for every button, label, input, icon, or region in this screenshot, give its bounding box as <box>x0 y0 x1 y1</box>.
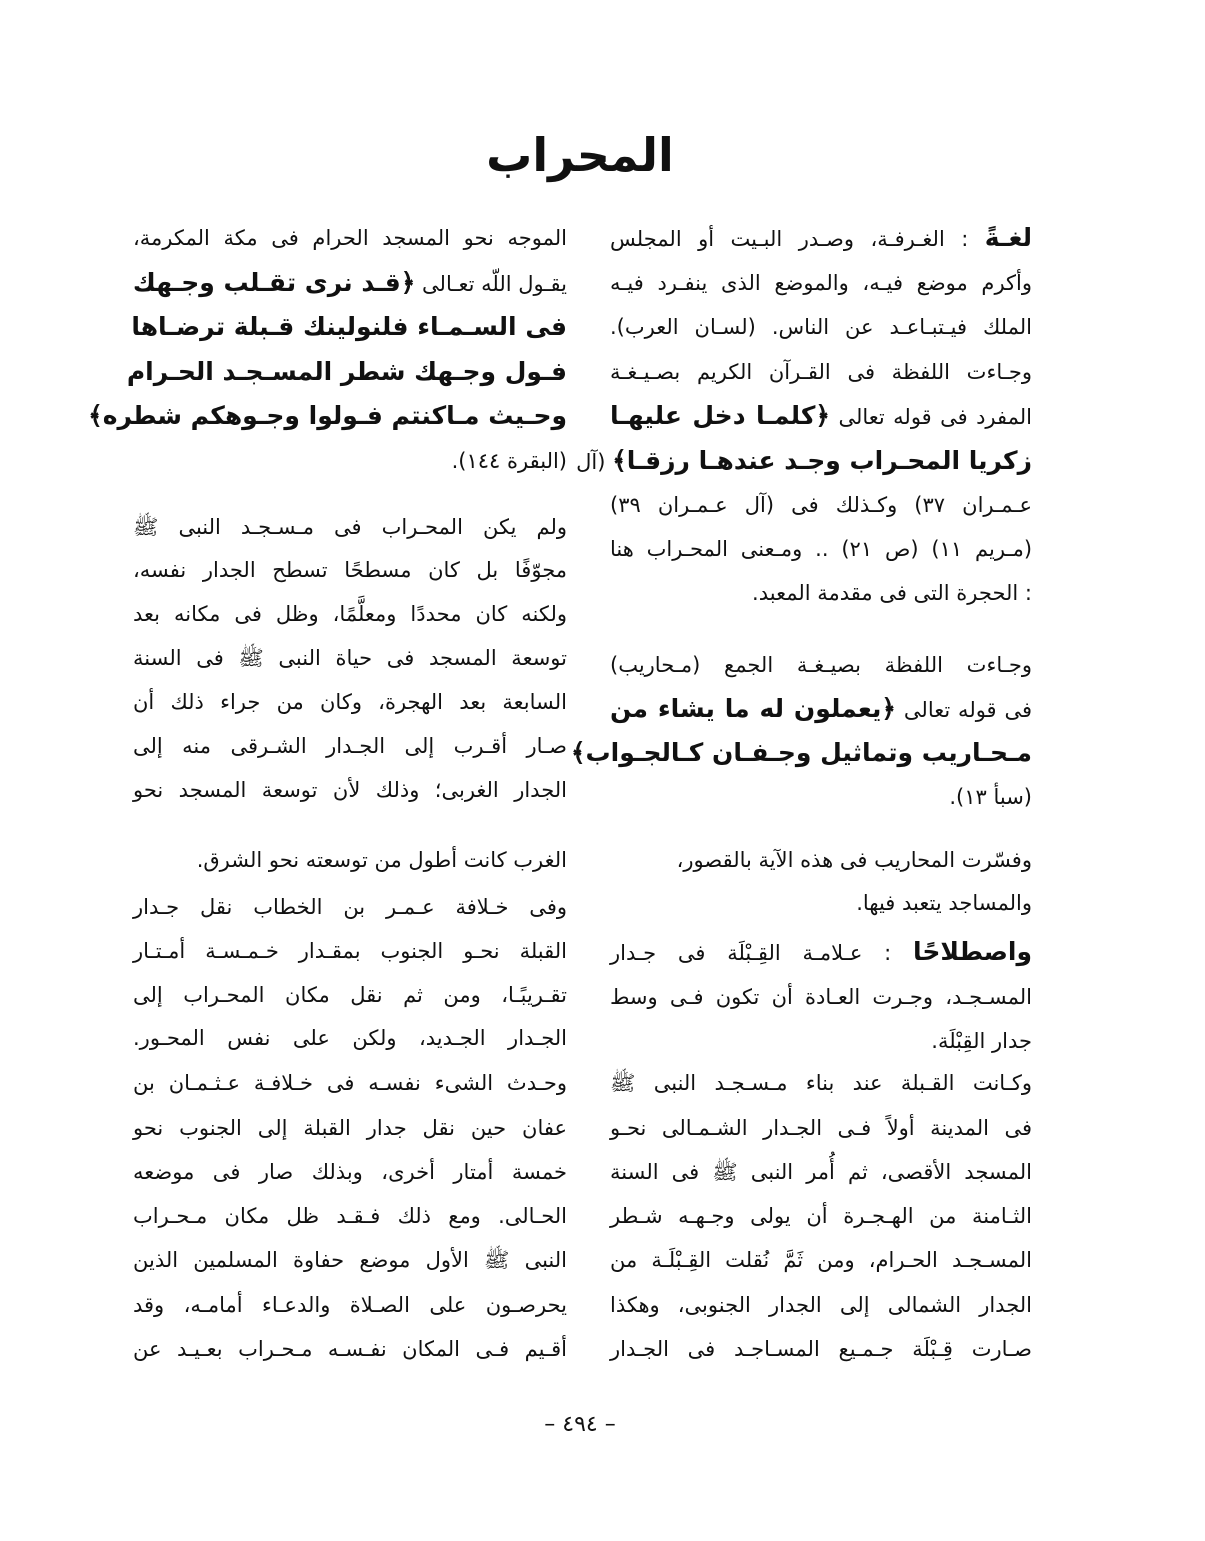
text-line <box>610 485 1032 525</box>
text-segment: ولم يكن المحـراب فى مـسـجـد النبى ﷺ <box>133 515 567 539</box>
text-segment: وجـاءت اللفظة بصيـغـة الجمع (مـحاريب) <box>610 653 1032 677</box>
text-segment: وفسّرت المحاريب فى هذه الآية بالقصور، <box>676 848 1032 872</box>
text-line <box>610 529 1032 569</box>
text-segment: (آل <box>576 450 613 474</box>
text-line <box>133 1152 567 1192</box>
text-line <box>133 682 567 722</box>
text-line <box>610 645 1032 685</box>
text-segment: المسـجـد الحـرام، ومن ثَمَّ نُقلت القِـبْلَـة من <box>610 1248 1032 1272</box>
text-segment: (سبأ ١٣). <box>949 785 1032 809</box>
text-segment: الجـدار الجـديد، ولكن على نفس المحـور. <box>133 1026 567 1050</box>
page-number: – ٤٩٤ – <box>544 1412 616 1437</box>
text-segment: الملك فيـتبـاعـد عن الناس. (لسـان العرب). <box>610 315 1032 339</box>
text-line <box>610 263 1032 303</box>
text-segment: الحـالى. ومع ذلك فـقـد ظل مكان مـحـراب <box>133 1204 567 1228</box>
text-segment: عفان حين نقل جدار القبلة إلى الجنوب نحو <box>133 1116 567 1140</box>
text-segment: ولكنه كان محددًا ومعلَّمًا، وظل فى مكانه بعد <box>133 602 567 626</box>
text-line <box>133 770 567 810</box>
text-line <box>610 1152 1032 1192</box>
text-segment: الثـامنة من الهـجـرة أن يولى وجـهـه شـطر <box>610 1204 1032 1228</box>
text-segment: وحـدث الشىء نفسـه فى خـلافـة عـثـمـان بن <box>133 1071 567 1095</box>
text-line <box>133 263 567 303</box>
bold-text: لغـةً <box>984 223 1032 252</box>
bold-text: فـول وجـهك شطر المسـجـد الحـرام <box>126 357 567 386</box>
text-line <box>133 1018 567 1058</box>
text-line <box>133 840 567 880</box>
text-line <box>610 977 1032 1017</box>
text-segment: القبلة نحـو الجنوب بمقـدار خـمـسـة أمـتـار <box>133 939 567 963</box>
page-title: المحراب <box>486 128 674 182</box>
text-segment: أقـيم فـى المكان نفـسـه مـحـراب بعـيـد عن <box>133 1337 567 1361</box>
text-segment: تقـريبًـا، ومن ثم نقل مكان المحـراب إلى <box>133 983 567 1007</box>
text-line <box>133 307 567 347</box>
text-line <box>133 550 567 590</box>
text-line <box>133 887 567 927</box>
bold-text: فى السـمـاء فلنولينك قـبلة ترضـاها <box>131 312 567 341</box>
text-line <box>610 777 1032 817</box>
bold-text: وحـيث مـاكنتم فـولوا وجـوهكم شطره﴾ <box>88 401 567 430</box>
text-line <box>133 1240 567 1280</box>
text-line <box>88 396 567 436</box>
text-segment: جدار القِبْلَة. <box>931 1029 1032 1053</box>
text-segment: المسـجـد، وجـرت العـادة أن تكون فـى وسط <box>610 985 1032 1009</box>
text-segment: المفرد فى قوله تعالى <box>830 405 1033 429</box>
text-line <box>133 726 567 766</box>
text-segment: فى قوله تعالى <box>896 698 1032 722</box>
text-line <box>576 441 1032 481</box>
text-segment: : الغـرفـة، وصـدر البـيت أو المجلس <box>610 227 985 251</box>
text-segment: السابعة بعد الهجرة، وكان من جراء ذلك أن <box>133 690 567 714</box>
text-line <box>133 218 567 258</box>
text-segment: الغرب كانت أطول من توسعته نحو الشرق. <box>196 848 567 872</box>
text-line <box>570 733 1032 773</box>
text-segment: صـار أقـرب إلى الجـدار الشـرقى منه إلى <box>133 734 567 758</box>
text-segment: يقـول اللّه تعـالى <box>415 272 567 296</box>
text-line <box>610 883 1032 923</box>
bold-text: زكريا المحـراب وجـد عندهـا رزقـا﴾ <box>612 446 1032 475</box>
text-line <box>610 1108 1032 1148</box>
text-line <box>610 1021 1032 1061</box>
text-line <box>133 507 567 547</box>
text-segment: (مـريم ١١) (ص ٢١) .. ومـعنى المحـراب هنا <box>610 537 1033 561</box>
text-segment: النبى ﷺ الأول موضع حفاوة المسلمين الذين <box>133 1248 567 1272</box>
text-segment: وفى خـلافة عـمـر بن الخطاب نقل جـدار <box>133 895 567 919</box>
text-line <box>133 1063 567 1103</box>
text-line <box>610 1063 1032 1103</box>
text-segment: الموجه نحو المسجد الحرام فى مكة المكرمة، <box>133 226 567 250</box>
text-segment: الجدار الغربى؛ وذلك لأن توسعة المسجد نحو <box>133 778 567 802</box>
text-line <box>610 932 1032 972</box>
text-line <box>133 1196 567 1236</box>
text-segment: توسعة المسجد فى حياة النبى ﷺ فى السنة <box>133 646 567 670</box>
text-line <box>610 1240 1032 1280</box>
text-line <box>133 638 567 678</box>
text-line <box>610 689 1032 729</box>
text-line <box>610 1329 1032 1369</box>
text-line <box>133 441 567 481</box>
text-segment: وأكرم موضع فيـه، والموضع الذى ينفـرد فيـه <box>610 271 1032 295</box>
text-line <box>610 218 1032 258</box>
text-line <box>133 975 567 1015</box>
text-segment: عـمـران ٣٧) وكـذلك فى (آل عـمـران ٣٩) <box>610 493 1032 517</box>
text-line <box>610 840 1032 880</box>
text-segment: والمساجد يتعبد فيها. <box>856 891 1032 915</box>
text-line <box>610 1285 1032 1325</box>
text-segment: خمسة أمتار أخرى، وبذلك صار فى موضعه <box>133 1160 567 1184</box>
bold-text: ﴿يعملون له ما يشاء من <box>610 694 897 723</box>
bold-text: مـحـاريب وتماثيل وجـفـان كـالجـواب﴾ <box>570 738 1032 767</box>
text-segment: (البقرة ١٤٤). <box>451 449 567 473</box>
text-line <box>126 352 567 392</box>
text-line <box>133 1108 567 1148</box>
text-line <box>610 307 1032 347</box>
text-segment: وجـاءت اللفظة فى القـرآن الكريم بصـيـغـة <box>610 360 1032 384</box>
text-segment: مجوّفًا بل كان مسطحًا تسطح الجدار نفسه، <box>133 558 567 582</box>
bold-text: واصطلاحًا <box>912 937 1032 966</box>
text-line <box>610 352 1032 392</box>
text-line <box>133 1329 567 1369</box>
text-segment: فى المدينة أولاً فـى الجـدار الشـمـالى نحـو <box>610 1116 1032 1140</box>
text-line <box>133 594 567 634</box>
bold-text: ﴿قـد نرى تقـلب وجـهك <box>132 268 416 297</box>
text-line <box>610 396 1032 436</box>
text-segment: يحرصـون على الصـلاة والدعـاء أمامـه، وقد <box>133 1293 567 1317</box>
text-line <box>133 1285 567 1325</box>
text-segment: المسجد الأقصى، ثم أُمر النبى ﷺ فى السنة <box>610 1160 1032 1184</box>
text-line <box>610 1196 1032 1236</box>
text-segment: وكـانت القـبلة عند بناء مـسـجـد النبى ﷺ <box>610 1071 1032 1095</box>
text-segment: : عـلامـة القِـبْلَة فى جـدار <box>610 941 913 965</box>
text-segment: : الحجرة التى فى مقدمة المعبد. <box>752 581 1032 605</box>
bold-text: ﴿كلمـا دخل عليهـا <box>610 401 831 430</box>
text-line <box>610 573 1032 613</box>
text-segment: صـارت قِـبْلَة جـمـيع المسـاجـد فى الجـدار <box>610 1337 1032 1361</box>
text-segment: الجدار الشمالى إلى الجدار الجنوبى، وهكذا <box>610 1293 1032 1317</box>
text-line <box>133 931 567 971</box>
